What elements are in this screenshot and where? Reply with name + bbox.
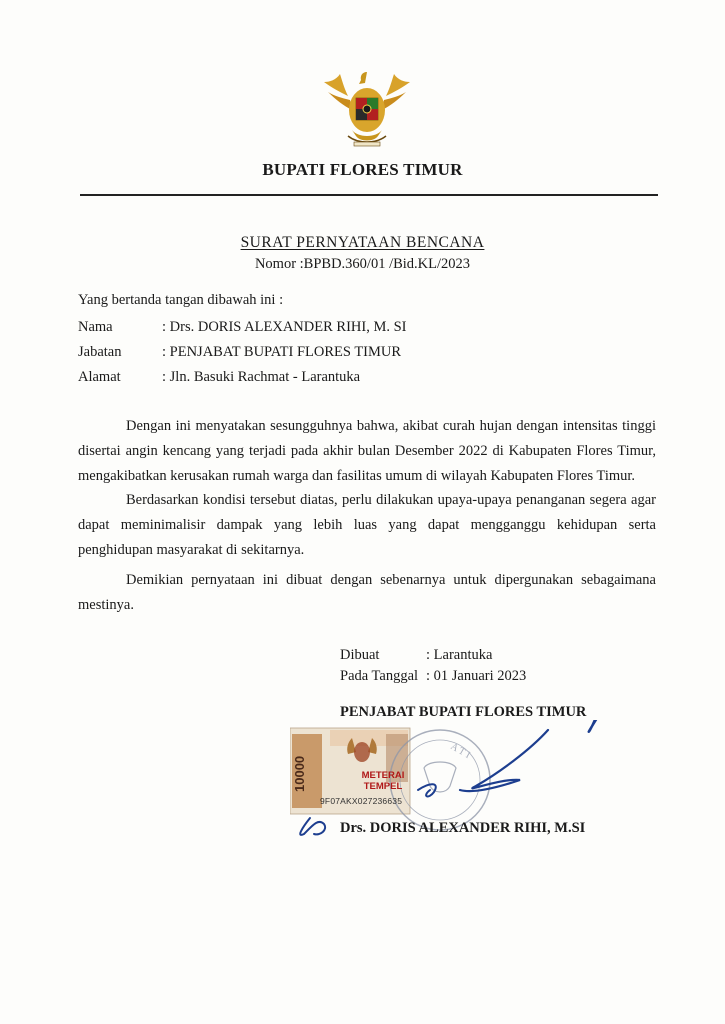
made-at-label: Dibuat bbox=[340, 647, 380, 663]
field-value: : Drs. DORIS ALEXANDER RIHI, M. SI bbox=[162, 319, 407, 335]
document-title: SURAT PERNYATAAN BENCANA bbox=[240, 234, 485, 251]
paragraph-closing: Demikian pernyataan ini dibuat dengan sebenarnya untuk dipergunakan sebagaimana mestinya. bbox=[78, 572, 656, 613]
document-number: Nomor :BPBD.360/01 /Bid.KL/2023 bbox=[254, 256, 471, 272]
meterai-value: 10000 bbox=[292, 755, 307, 793]
paragraph-conditions: Berdasarkan kondisi tersebut diatas, perlu dilakukan upaya-upaya penanganan segera agar dapat meminimalisir dampak yang lebih luas yang dapat mengganggu kehidupan serta penghidupan masyarakat di sekitarnya. bbox=[78, 492, 656, 558]
made-date-value: : 01 Januari 2023 bbox=[426, 668, 527, 684]
field-label: Alamat bbox=[78, 369, 121, 385]
svg-text:A T I: A T I bbox=[448, 741, 472, 761]
agency-header: BUPATI FLORES TIMUR bbox=[262, 160, 463, 179]
field-value: : Jln. Basuki Rachmat - Larantuka bbox=[162, 369, 361, 385]
made-date-label: Pada Tanggal bbox=[340, 668, 419, 684]
field-label: Jabatan bbox=[78, 344, 122, 360]
signer-position: PENJABAT BUPATI FLORES TIMUR bbox=[340, 704, 587, 720]
signer-name: Drs. DORIS ALEXANDER RIHI, M.SI bbox=[340, 820, 586, 836]
made-at-value: : Larantuka bbox=[426, 647, 493, 663]
meterai-serial: 9F07AKX027236635 bbox=[320, 796, 403, 806]
field-value: : PENJABAT BUPATI FLORES TIMUR bbox=[162, 344, 402, 360]
field-label: Nama bbox=[78, 319, 113, 335]
meterai-label: METERAI TEMPEL bbox=[361, 770, 405, 792]
paragraph-statement: Dengan ini menyatakan sesungguhnya bahwa, akibat curah hujan dengan intensitas tinggi disertai angin kencang yang terjadi pada akhir bulan Desember 2022 di Kabupaten Flores Timur, mengakibatkan kerusakan rumah warga dan fasilitas umum di wilayah Kabupaten Flores Timur. bbox=[78, 418, 656, 484]
header-divider bbox=[80, 194, 658, 196]
garuda-emblem-icon bbox=[318, 66, 416, 150]
declarant-intro: Yang bertanda tangan dibawah ini : bbox=[78, 292, 284, 308]
